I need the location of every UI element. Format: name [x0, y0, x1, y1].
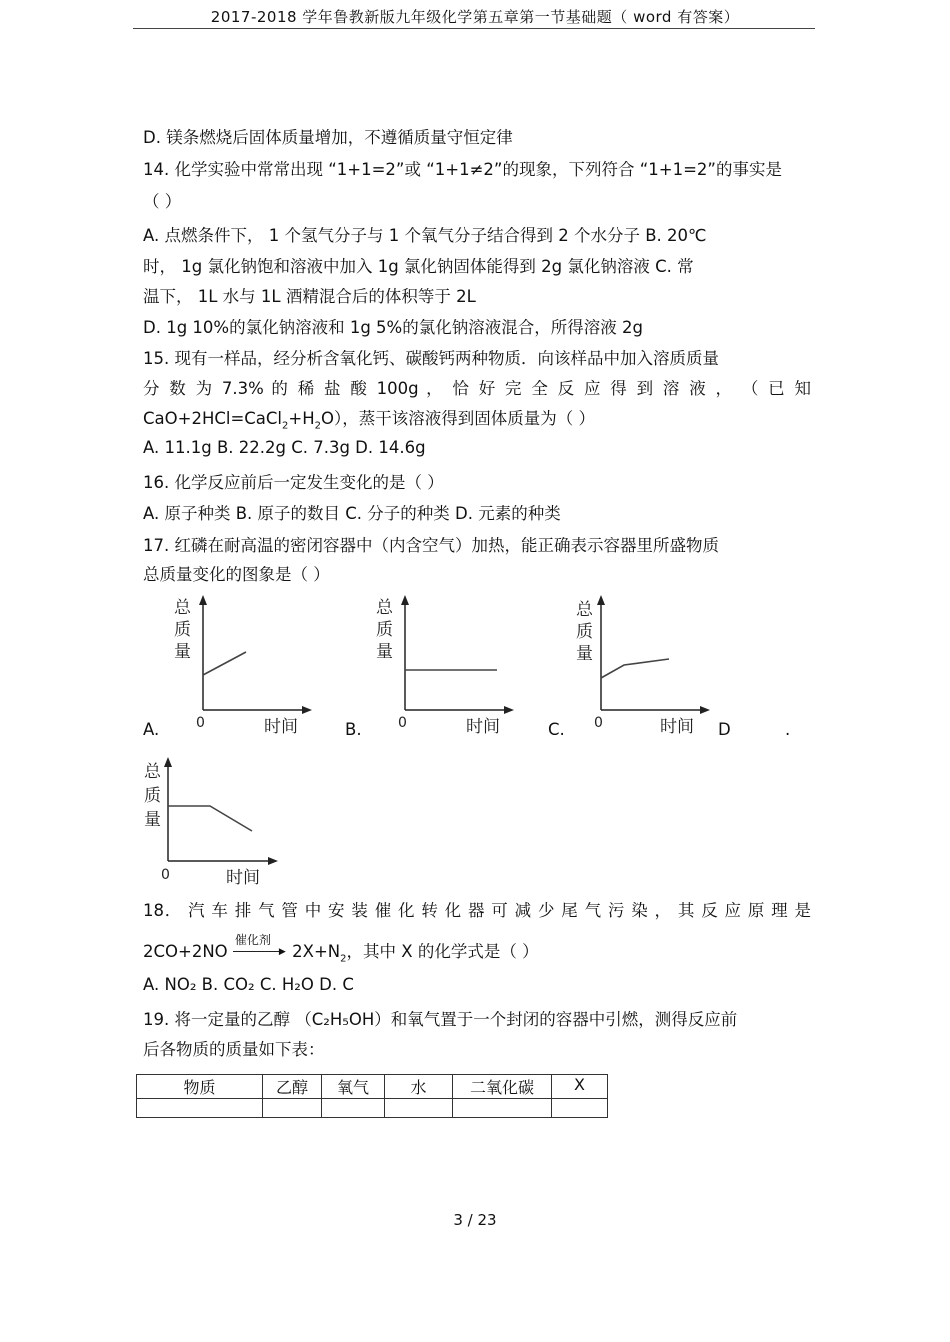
graph-c-origin: 0: [594, 715, 603, 731]
graph-a-x-arrow: [302, 706, 312, 714]
graph-d-ylabel-3: 量: [144, 810, 161, 830]
graph-a-ylabel-1: 总: [174, 598, 191, 618]
mass-table-cell: [322, 1099, 385, 1118]
mass-table-cell: [137, 1099, 263, 1118]
graph-b-xlabel: 时间: [466, 717, 500, 737]
q19-stem-1: 19. 将一定量的乙醇 （C₂H₅OH）和氧气置于一个封闭的容器中引燃，测得反应前: [143, 1010, 738, 1029]
graph-d-origin: 0: [161, 867, 170, 883]
q14-options-2: 时， 1g 氯化钠饱和溶液中加入 1g 氯化钠固体能得到 2g 氯化钠溶液 C. 常: [143, 257, 694, 276]
graph-d-y-arrow: [164, 757, 172, 767]
graph-d-x-arrow: [268, 857, 278, 865]
q13-option-d: D. 镁条燃烧后固体质量增加，不遵循质量守恒定律: [143, 128, 513, 147]
q14-blank: （ ）: [143, 192, 182, 211]
graph-option-d: D: [718, 720, 731, 739]
graph-option-b: B.: [345, 720, 362, 739]
graph-d-ylabel-2: 质: [144, 786, 161, 806]
q18-eq-arrow-head: ▶: [278, 947, 286, 957]
q17-stem-1: 17. 红磷在耐高温的密闭容器中（内含空气）加热，能正确表示容器里所盛物质: [143, 536, 719, 555]
mass-table-header-x: X: [552, 1075, 608, 1099]
q18-eq-products: 2X+N: [292, 942, 341, 961]
q18-eq-catalyst: 催化剂: [234, 933, 271, 947]
q14-option-d: D. 1g 10%的氯化钠溶液和 1g 5%的氯化钠溶液混合，所得溶液 2g: [143, 318, 643, 337]
q18-eq-sub: 2: [340, 953, 347, 965]
graph-c-ylabel-2: 质: [576, 622, 593, 642]
graph-c-ylabel-1: 总: [576, 600, 593, 620]
graph-a: [168, 595, 318, 744]
q18-stem-1: 18． 汽 车 排 气 管 中 安 装 催 化 转 化 器 可 减 少 尾 气 污 染 ， 其 反 应 原 理 是: [143, 901, 811, 920]
mass-table-row-empty: [137, 1099, 608, 1118]
graph-option-a: A.: [143, 720, 160, 739]
q15-stem-1: 15. 现有一样品，经分析含氧化钙、碳酸钙两种物质．向该样品中加入溶质质量: [143, 349, 719, 368]
graph-d-series: [168, 806, 252, 831]
q15-options: A. 11.1g B. 22.2g C. 7.3g D. 14.6g: [143, 438, 426, 457]
header-rule: [133, 28, 815, 29]
mass-table-header-co2: 二氧化碳: [453, 1075, 552, 1099]
q18-eq-arrow-line: [233, 951, 283, 952]
graph-c: [566, 595, 716, 744]
graph-option-c: C.: [548, 720, 565, 739]
q15-eq-sub1: 2: [282, 420, 289, 432]
graph-d-ylabel-1: 总: [144, 762, 161, 782]
graph-d-xlabel: 时间: [226, 868, 260, 888]
graph-c-xlabel: 时间: [660, 717, 694, 737]
mass-table-cell: [552, 1099, 608, 1118]
graph-option-d-dot: .: [785, 720, 791, 739]
graph-a-series: [203, 652, 246, 675]
page-header: 2017-2018 学年鲁教新版九年级化学第五章第一节基础题（ word 有答案）: [210, 8, 740, 26]
graph-a-ylabel-2: 质: [174, 620, 191, 640]
mass-table-cell: [385, 1099, 453, 1118]
q18-eq-arrow: [233, 933, 287, 957]
mass-table-cell: [263, 1099, 322, 1118]
q16-options: A. 原子种类 B. 原子的数目 C. 分子的种类 D. 元素的种类: [143, 504, 561, 523]
q15-eq-part1: CaO+2HCl=CaCl: [143, 409, 283, 428]
q15-stem-3: [143, 405, 595, 431]
mass-table-header-row: [137, 1075, 608, 1099]
q15-eq-sub2: 2: [314, 420, 322, 432]
graph-c-series: [601, 659, 669, 678]
q15-stem-2: 分 数 为 7.3% 的 稀 盐 酸 100g ， 恰 好 完 全 反 应 得 到 溶 液 ， （ 已 知: [143, 379, 811, 398]
q16-stem: 16. 化学反应前后一定发生变化的是（ ）: [143, 473, 444, 492]
graph-b-ylabel-1: 总: [376, 598, 393, 618]
graph-b: [370, 595, 520, 744]
q18-equation: [143, 933, 539, 965]
q15-eq-part2: +H: [288, 409, 315, 428]
graph-a-origin: 0: [196, 715, 205, 731]
q17-stem-2: 总质量变化的图象是（ ）: [143, 565, 330, 584]
page-number: 3 / 23: [453, 1211, 497, 1229]
mass-table-header-oxygen: 氧气: [322, 1075, 385, 1099]
q19-stem-2: 后各物质的质量如下表：: [143, 1040, 325, 1059]
mass-table-header-water: 水: [385, 1075, 453, 1099]
mass-table-header-substance: 物质: [137, 1075, 263, 1099]
q18-options: A. NO₂ B. CO₂ C. H₂O D. C: [143, 975, 354, 994]
q18-eq-tail: ，其中 X 的化学式是（ ）: [346, 942, 539, 961]
graph-b-y-arrow: [401, 595, 409, 605]
mass-table-header-ethanol: 乙醇: [263, 1075, 322, 1099]
graph-c-y-arrow: [597, 595, 605, 605]
graph-a-xlabel: 时间: [264, 717, 298, 737]
q15-eq-part3: O），蒸干该溶液得到固体质量为（ ）: [321, 409, 595, 428]
graph-d: [138, 757, 288, 891]
graph-c-ylabel-3: 量: [576, 644, 593, 664]
graph-b-ylabel-3: 量: [376, 642, 393, 662]
q14-stem: 14. 化学实验中常常出现 “1+1=2”或 “1+1≠2”的现象，下列符合 “1+1=2”的事实是: [143, 160, 782, 179]
graph-a-ylabel-3: 量: [174, 642, 191, 662]
graph-b-origin: 0: [398, 715, 407, 731]
q14-options-3: 温下， 1L 水与 1L 酒精混合后的体积等于 2L: [143, 287, 476, 306]
graph-b-ylabel-2: 质: [376, 620, 393, 640]
graph-b-x-arrow: [504, 706, 514, 714]
mass-table: [136, 1074, 608, 1118]
graph-a-y-arrow: [199, 595, 207, 605]
graph-c-x-arrow: [700, 706, 710, 714]
q18-eq-reactants: 2CO+2NO: [143, 942, 228, 961]
q14-options-1: A. 点燃条件下， 1 个氢气分子与 1 个氧气分子结合得到 2 个水分子 B. 20℃: [143, 226, 707, 245]
mass-table-cell: [453, 1099, 552, 1118]
